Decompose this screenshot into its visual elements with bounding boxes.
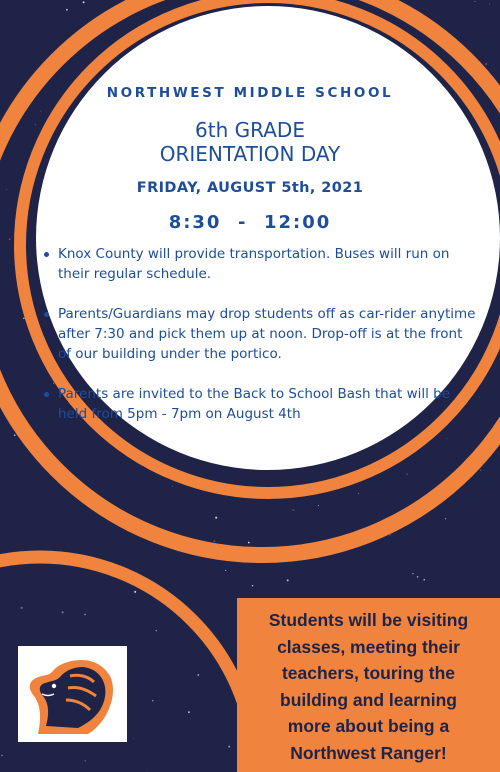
promo-line: Northwest Ranger! <box>290 742 447 763</box>
list-item: Parents/Guardians may drop students off as car-rider anytime after 7:30 and pick them up at noon. Drop-off is at the front of our building under the portico. <box>42 304 477 364</box>
star <box>479 397 480 398</box>
star <box>474 1 475 2</box>
star <box>423 579 425 581</box>
star <box>287 579 289 581</box>
mustang-head-icon <box>18 646 127 742</box>
star <box>215 517 217 519</box>
event-date: FRIDAY, AUGUST 5th, 2021 <box>136 180 364 196</box>
star <box>62 611 64 613</box>
star <box>1 755 3 757</box>
star <box>134 591 136 593</box>
school-logo <box>18 646 127 742</box>
star <box>152 700 154 702</box>
star <box>83 1 85 3</box>
star <box>188 711 190 713</box>
promo-line: building and learning <box>280 689 457 710</box>
star <box>252 585 254 587</box>
promo-line: Students will be visiting <box>268 610 469 630</box>
star <box>293 510 294 511</box>
info-list <box>42 244 477 444</box>
star <box>390 535 391 536</box>
star <box>489 4 490 5</box>
list-item: Knox County will provide transportation. Buses will run on their regular schedule. <box>42 244 477 284</box>
star <box>417 576 419 578</box>
star <box>197 674 199 676</box>
star <box>172 486 173 487</box>
event-time: 8:30 - 12:00 <box>168 212 332 233</box>
promo-line: classes, meeting their <box>277 636 460 657</box>
star <box>318 505 319 506</box>
page-title <box>60 118 440 166</box>
title-line-1: 6th GRADE <box>195 118 305 142</box>
star <box>412 573 413 574</box>
star <box>9 238 11 240</box>
star <box>84 614 86 616</box>
star <box>156 630 157 631</box>
promo-box <box>237 598 500 772</box>
star <box>147 771 148 772</box>
star <box>14 434 16 436</box>
star <box>6 189 7 190</box>
star <box>133 738 134 739</box>
title-line-2: ORIENTATION DAY <box>159 142 341 166</box>
star <box>248 542 250 544</box>
star <box>480 470 481 471</box>
star <box>228 746 230 748</box>
list-item: Parents are invited to the Back to School Bash that will be held from 5pm - 7pm on August 4th <box>42 384 477 424</box>
star <box>445 518 446 519</box>
star <box>21 607 23 609</box>
star <box>485 63 487 65</box>
star <box>225 570 226 571</box>
promo-line: teachers, touring the <box>281 663 456 683</box>
star <box>85 760 86 761</box>
promo-line: more about being a <box>287 716 450 736</box>
star <box>40 111 41 112</box>
star <box>66 9 68 11</box>
star <box>358 493 359 494</box>
star <box>23 317 25 319</box>
star <box>35 124 36 125</box>
star <box>213 540 215 542</box>
school-name: NORTHWEST MIDDLE SCHOOL <box>106 85 394 101</box>
star <box>406 473 407 474</box>
